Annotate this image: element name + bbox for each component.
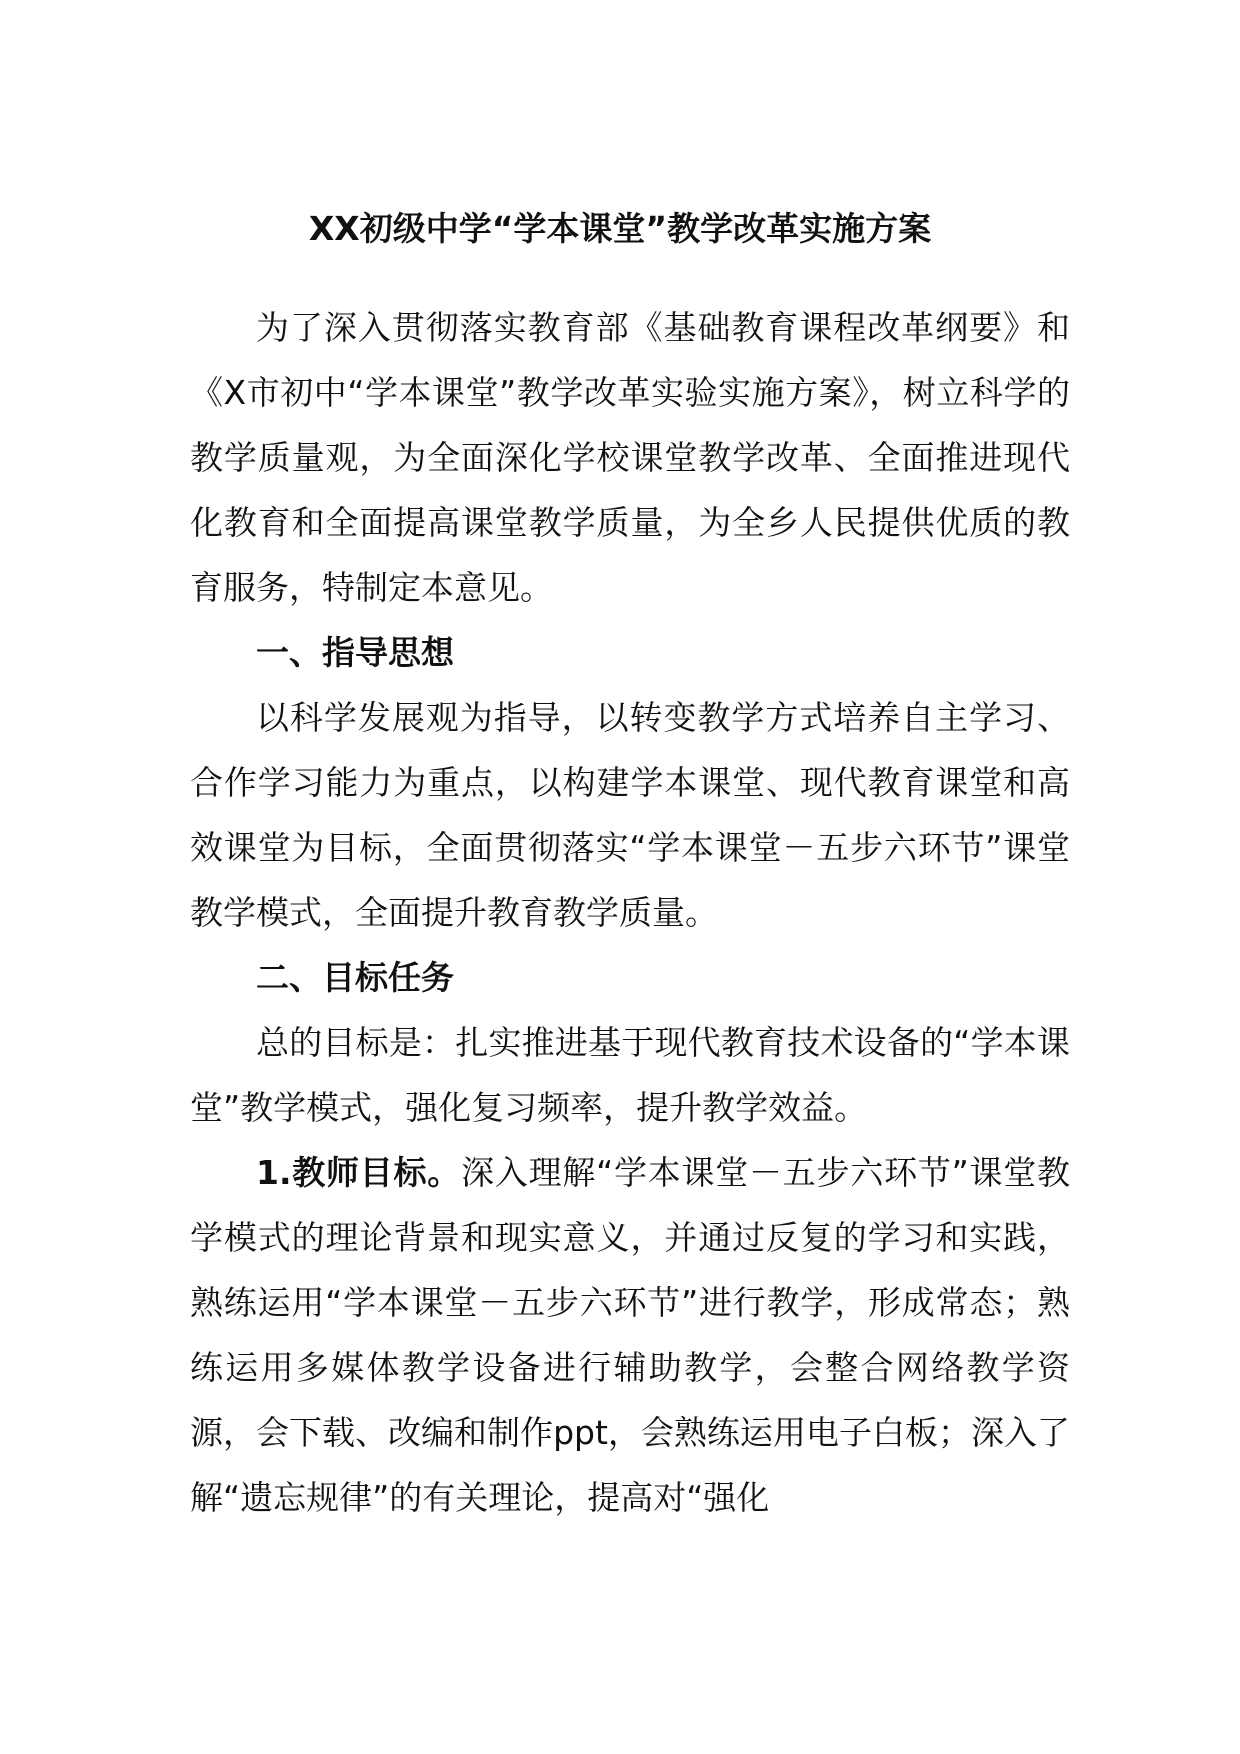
teacher-goal-lead: 1.教师目标。 bbox=[256, 1153, 462, 1192]
section-heading-goals-tasks: 二、目标任务 bbox=[256, 958, 454, 997]
document-title: XX初级中学“学本课堂”教学改革实施方案 bbox=[308, 209, 932, 248]
section-heading-guiding-ideology: 一、指导思想 bbox=[256, 633, 454, 672]
teacher-goal-body: 深入理解“学本课堂－五步六环节”课堂教学模式的理论背景和现实意义，并通过反复的学习和实践，熟练运用“学本课堂－五步六环节”进行教学，形成常态；熟练运用多媒体教学设备进行辅助教学，会整合网络教学资源，会下载、改编和制作ppt，会熟练运用电子白板；深入了解“遗忘规律”的有关理论，提高对“强化 bbox=[190, 1153, 1070, 1517]
document-body bbox=[190, 295, 1070, 1530]
section-body-guiding-ideology: 以科学发展观为指导，以转变教学方式培养自主学习、合作学习能力为重点，以构建学本课堂、现代教育课堂和高效课堂为目标，全面贯彻落实“学本课堂－五步六环节”课堂教学模式，全面提升教育教学质量。 bbox=[190, 698, 1070, 932]
section-body-goals-tasks: 总的目标是：扎实推进基于现代教育技术设备的“学本课堂”教学模式，强化复习频率，提升教学效益。 bbox=[190, 1023, 1070, 1127]
intro-paragraph: 为了深入贯彻落实教育部《基础教育课程改革纲要》和《X市初中“学本课堂”教学改革实验实施方案》，树立科学的教学质量观，为全面深化学校课堂教学改革、全面推进现代化教育和全面提高课堂教学质量，为全乡人民提供优质的教育服务，特制定本意见。 bbox=[190, 308, 1070, 607]
teacher-goal-paragraph bbox=[190, 1140, 1070, 1530]
